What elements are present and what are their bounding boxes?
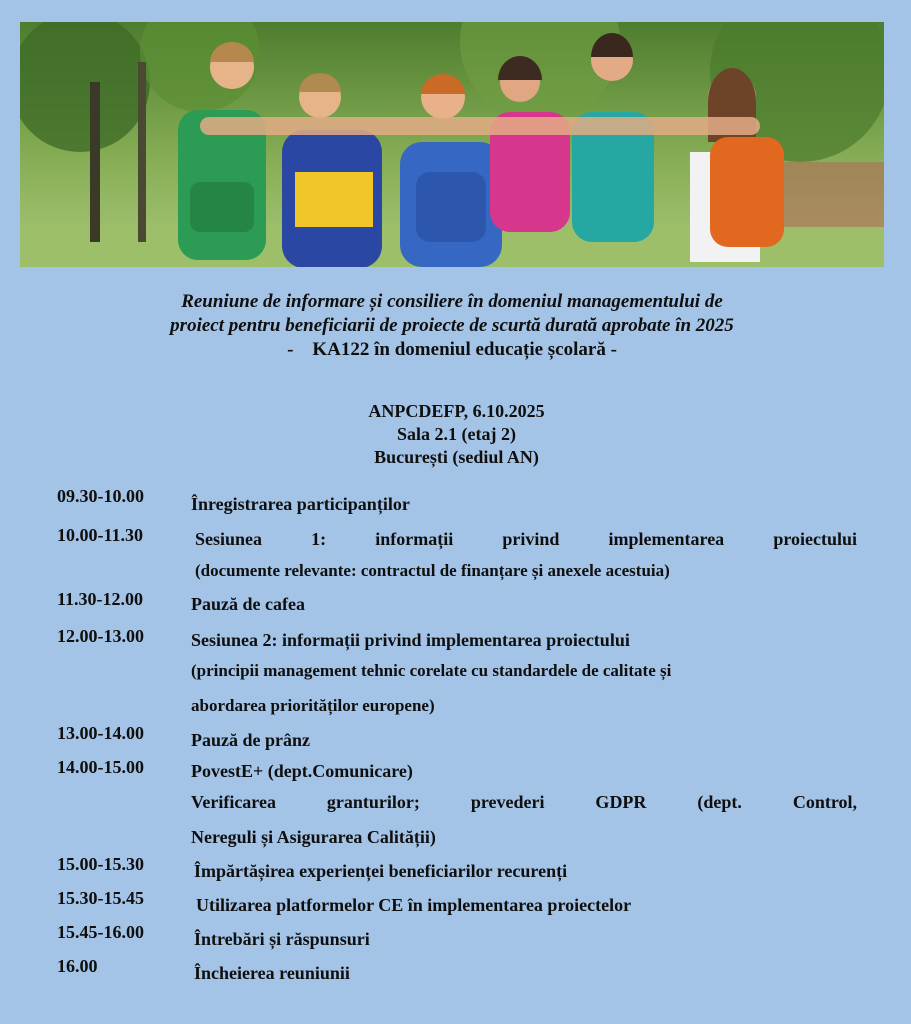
agenda-description: Pauză de cafea bbox=[191, 594, 305, 614]
agenda-description: Sesiunea 1: informații privind implementarea proiectului bbox=[195, 529, 857, 549]
agenda-item bbox=[57, 525, 857, 589]
agenda-time: 15.30-15.45 bbox=[57, 887, 144, 908]
agenda-list bbox=[57, 486, 857, 990]
venue-room: Sala 2.1 (etaj 2) bbox=[397, 424, 516, 444]
hero-photo bbox=[20, 22, 884, 267]
title-line-2: proiect pentru beneficiarii de proiecte de scurtă durată aprobate în 2025 bbox=[170, 315, 734, 336]
agenda-time: 15.00-15.30 bbox=[57, 853, 144, 874]
agenda-item bbox=[57, 626, 857, 723]
agenda-description: Pauză de prânz bbox=[191, 730, 310, 750]
agenda-time: 13.00-14.00 bbox=[57, 723, 144, 743]
agenda-item bbox=[57, 723, 857, 757]
title-line-1: Reuniune de informare și consiliere în domeniul managementului de bbox=[181, 291, 723, 312]
venue-city: București (sediul AN) bbox=[374, 447, 539, 467]
meeting-title bbox=[20, 290, 884, 362]
agenda-item bbox=[57, 854, 857, 888]
agenda-description: (documente relevante: contractul de finanțare și anexele acestuia) bbox=[195, 561, 670, 580]
title-line-3: - KA122 în domeniul educație școlară - bbox=[287, 339, 617, 360]
agenda-time: 14.00-15.00 bbox=[57, 757, 144, 777]
agenda-item bbox=[57, 888, 857, 922]
agenda-item bbox=[57, 486, 857, 518]
agenda-description: Utilizarea platformelor CE în implementarea proiectelor bbox=[196, 894, 632, 915]
agenda-description: Verificarea granturilor; prevederi GDPR (dept. Control, bbox=[191, 792, 857, 812]
venue-organizer-date: ANPCDEFP, 6.10.2025 bbox=[368, 401, 545, 421]
agenda-description: Întrebări și răspunsuri bbox=[194, 928, 370, 949]
agenda-description: Încheierea reuniunii bbox=[194, 962, 350, 983]
agenda-time: 10.00-11.30 bbox=[57, 525, 144, 545]
agenda-time: 12.00-13.00 bbox=[57, 626, 144, 646]
agenda-item bbox=[57, 589, 857, 620]
agenda-time: 09.30-10.00 bbox=[57, 486, 144, 506]
agenda-description: Sesiunea 2: informații privind implementarea proiectului bbox=[191, 630, 630, 650]
agenda-description: Împărtășirea experienței beneficiarilor recurenți bbox=[194, 860, 568, 881]
agenda-item bbox=[57, 956, 857, 990]
agenda-item bbox=[57, 922, 857, 956]
agenda-description: abordarea priorităților europene) bbox=[191, 695, 435, 715]
agenda-description: Nereguli și Asigurarea Calității) bbox=[191, 826, 436, 847]
agenda-time: 15.45-16.00 bbox=[57, 921, 144, 942]
agenda-description: Înregistrarea participanților bbox=[191, 494, 410, 514]
children-with-backpacks-photo-icon bbox=[20, 22, 884, 267]
agenda-description: (principii management tehnic corelate cu standardele de calitate și bbox=[191, 661, 672, 680]
venue-block bbox=[20, 400, 893, 469]
agenda-time: 16.00 bbox=[57, 955, 98, 976]
agenda-description: PovestE+ (dept.Comunicare) bbox=[191, 761, 413, 781]
agenda-time: 11.30-12.00 bbox=[57, 589, 144, 609]
agenda-item bbox=[57, 757, 857, 854]
